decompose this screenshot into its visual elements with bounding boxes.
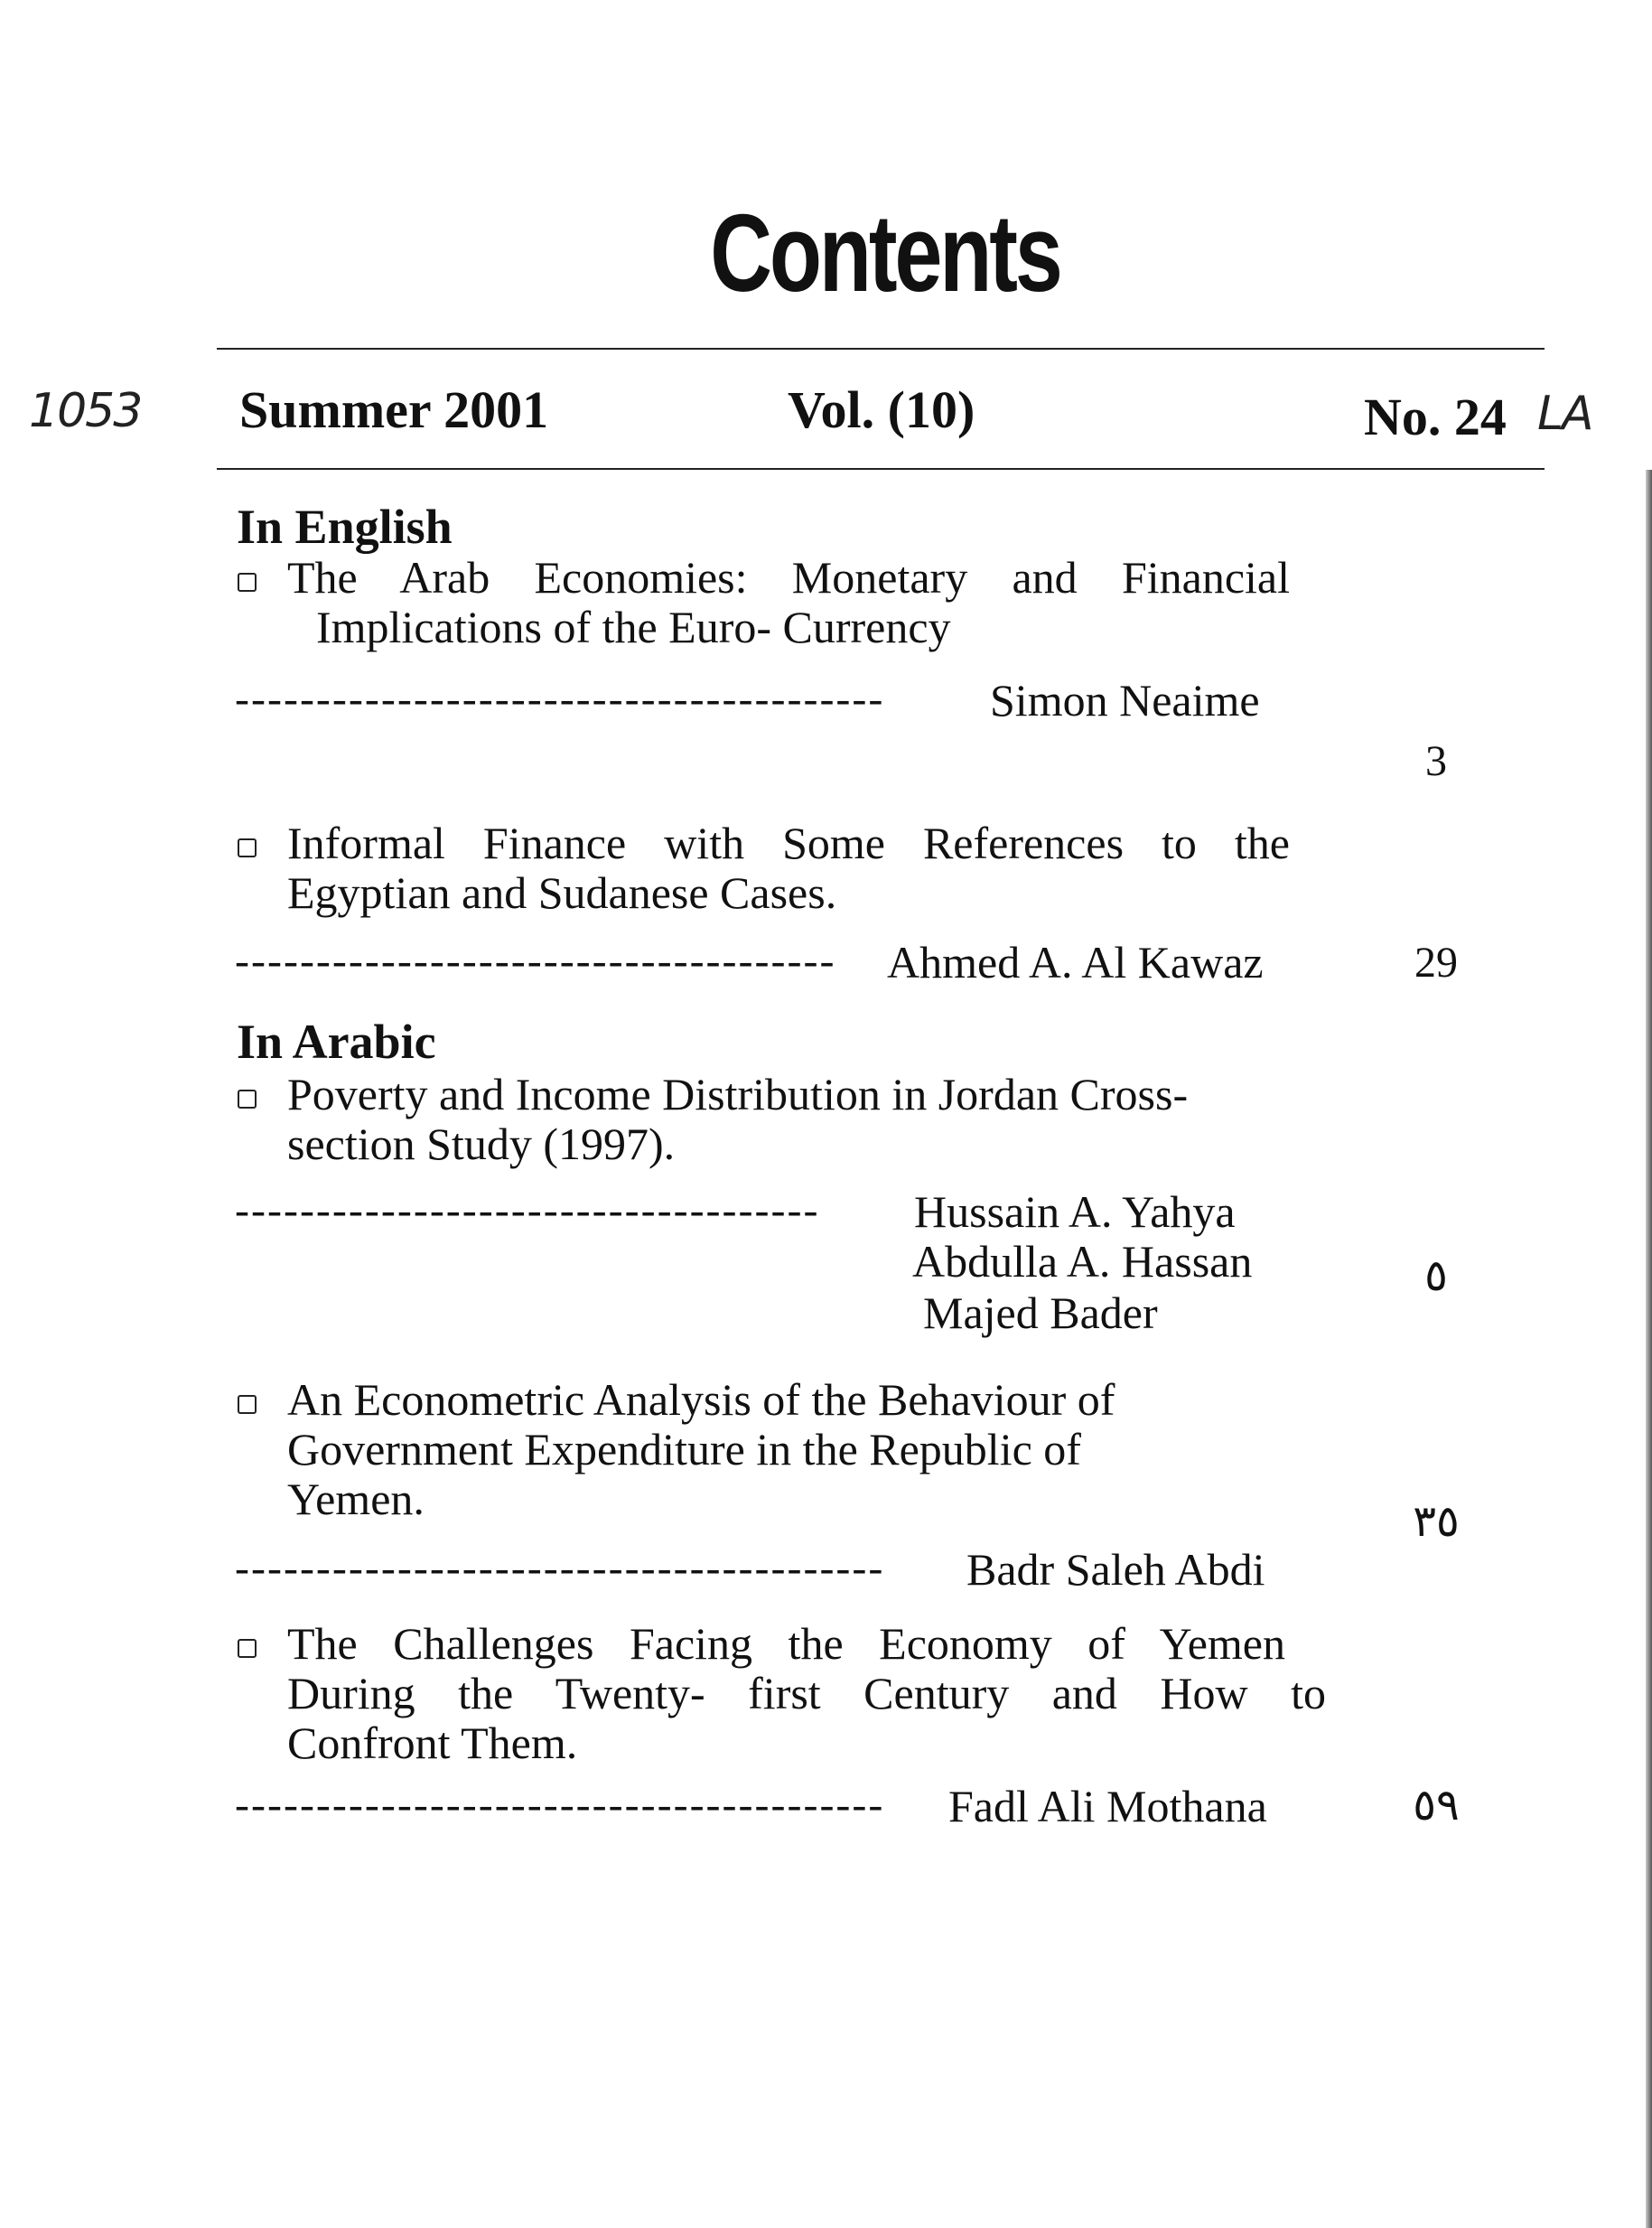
leader-dashes: ---------------------------------------- — [235, 1781, 885, 1829]
scan-edge-shadow — [1646, 470, 1652, 2228]
checkbox-bullet-icon — [238, 1639, 257, 1658]
entry-author: Majed Bader — [923, 1287, 1158, 1338]
entry-title-line: Poverty and Income Distribution in Jordan Cross- — [287, 1069, 1189, 1119]
issue-number: No. 24 — [1364, 388, 1507, 446]
entry-title-line: Implications of the Euro- Currency — [316, 602, 951, 652]
checkbox-bullet-icon — [238, 838, 257, 857]
handwritten-note-right: LA — [1537, 387, 1592, 441]
section-heading-english: In English — [237, 500, 453, 554]
toc-entry[interactable] — [230, 1070, 1323, 1169]
entry-author: Abdulla A. Hassan — [912, 1236, 1253, 1287]
entry-title-line: Confront Them. — [287, 1718, 578, 1768]
toc-entry[interactable] — [230, 819, 1323, 918]
entry-title-line: section Study (1997). — [287, 1119, 676, 1169]
toc-entry[interactable] — [230, 1618, 1326, 1768]
entry-author: Hussain A. Yahya — [914, 1186, 1236, 1237]
entry-author: Simon Neaime — [990, 675, 1260, 726]
entry-title-line: Government Expenditure in the Republic of — [287, 1424, 1081, 1474]
entry-author: Ahmed A. Al Kawaz — [887, 937, 1264, 988]
entry-page-number: 29 — [1414, 939, 1458, 987]
leader-dashes: ------------------------------------- — [235, 937, 836, 985]
toc-entry[interactable] — [230, 553, 1323, 652]
entry-title-line: During the Twenty- first Century and How to — [287, 1668, 1326, 1718]
header-top-rule — [217, 348, 1545, 350]
checkbox-bullet-icon — [238, 573, 257, 592]
entry-page-number: ٣٥ — [1413, 1498, 1460, 1546]
issue-season: Summer 2001 — [239, 380, 549, 439]
header-bottom-rule — [217, 468, 1545, 470]
leader-dashes: ------------------------------------ — [235, 1186, 820, 1234]
entry-title-line: The Arab Economies: Monetary and Financial — [287, 552, 1290, 603]
entry-page-number: ٥٩ — [1413, 1782, 1460, 1830]
issue-volume: Vol. (10) — [788, 380, 975, 439]
checkbox-bullet-icon — [238, 1090, 257, 1109]
toc-entry[interactable] — [230, 1375, 1323, 1524]
entry-title-line: Yemen. — [287, 1474, 425, 1524]
entry-author: Fadl Ali Mothana — [948, 1781, 1267, 1831]
entry-title-line: An Econometric Analysis of the Behaviour of — [287, 1374, 1115, 1425]
leader-dashes: ---------------------------------------- — [235, 1544, 885, 1592]
entry-page-number: ٥ — [1424, 1252, 1448, 1300]
entry-author: Badr Saleh Abdi — [966, 1544, 1265, 1595]
section-heading-arabic: In Arabic — [237, 1015, 436, 1069]
leader-dashes: ---------------------------------------- — [235, 675, 885, 723]
entry-title-line: Informal Finance with Some References to the — [287, 818, 1290, 868]
page-title: Contents — [710, 192, 1060, 314]
handwritten-note-left: 1053 — [29, 384, 142, 438]
checkbox-bullet-icon — [238, 1395, 257, 1414]
entry-title-line: Egyptian and Sudanese Cases. — [287, 867, 837, 918]
entry-title-line: The Challenges Facing the Economy of Yemen — [287, 1618, 1285, 1669]
entry-page-number: 3 — [1425, 737, 1447, 785]
